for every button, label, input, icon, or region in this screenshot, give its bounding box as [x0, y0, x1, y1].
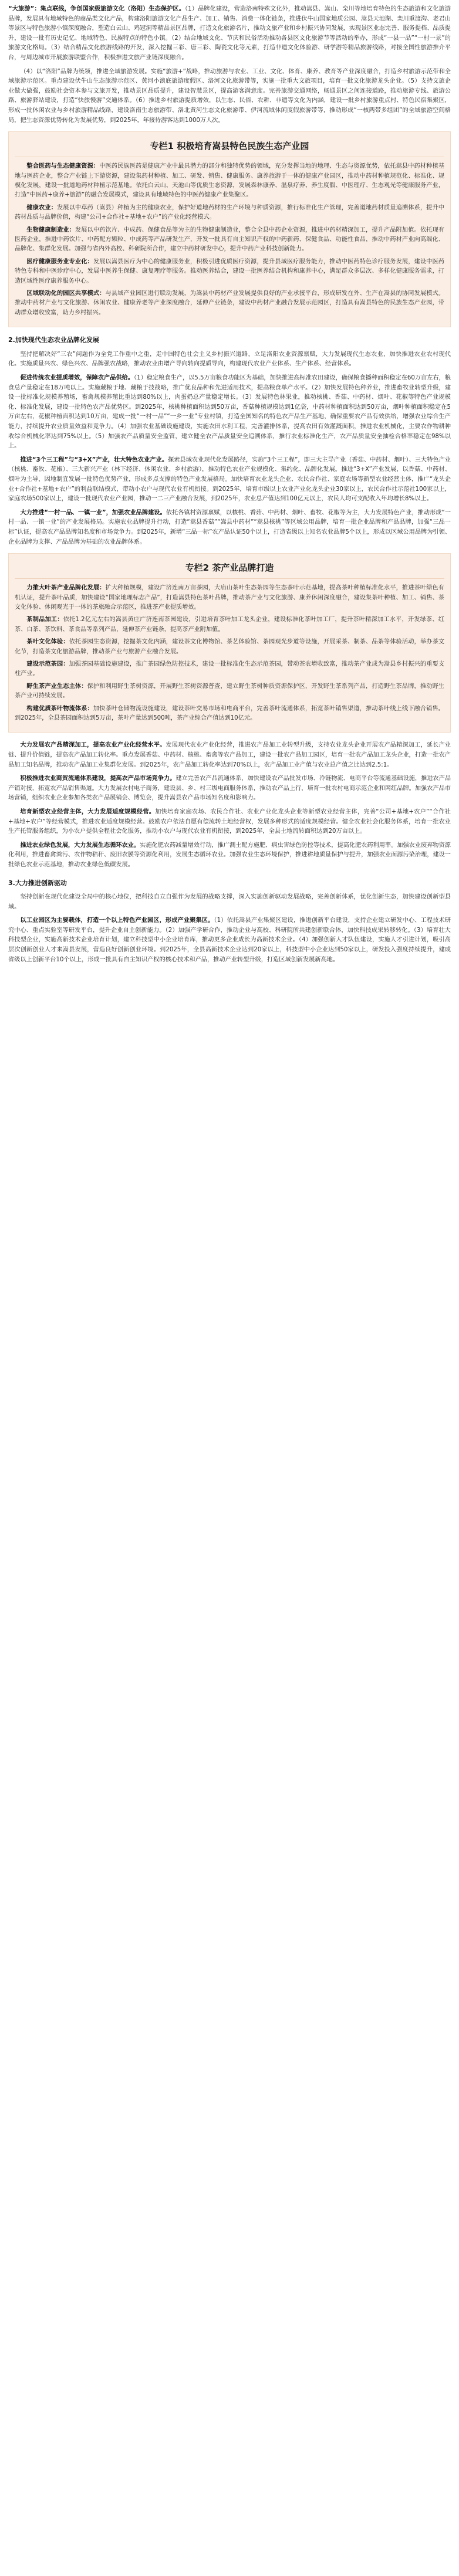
box2-text-3: 依托茶园生态资源，挖掘茶文化内涵，建设茶文化博物馆、茶艺体验馆、茶园观光步道等设施，开展采茶、制茶、品茶等体验活动，举办茶文化节，打造茶文化旅游品牌，推动茶产业与旅游产业融合发展。 — [15, 639, 445, 655]
section2-heading-2: 促进传统农业提质增效，保障农产品供给。 — [20, 375, 134, 381]
document-page — [0, 0, 459, 965]
box2-lead-5: 野生茶产业生态主体： — [26, 683, 87, 690]
box2-paragraph-5 — [15, 682, 444, 701]
section-3-title: 3.大力推进创新驱动 — [8, 879, 67, 887]
intro-paragraph-1 — [8, 5, 451, 63]
box2-paragraph-1 — [15, 584, 444, 612]
intro-heading: “大旅游”：集点联线，争创国家级旅游文化（洛阳）生态保护区。 — [8, 6, 185, 12]
box1-paragraph-5 — [15, 289, 444, 318]
box2-paragraph-6 — [15, 704, 444, 724]
section2b-paragraph-4 — [8, 841, 451, 870]
section2b-heading-4: 推进农业绿色发展，大力发展生态循环农业。 — [20, 842, 140, 849]
section2-text-4: 依托各镇村资源禀赋，以核桃、香菇、中药材、烟叶、畜牧、花椒等为主，大力发展特色产业，推动形成“一村一品、一镇一业”的产业发展格局。实施农业品牌提升行动，打造“嵩县香菇”“嵩县中药材”“嵩县核桃”等区域公用品牌，培育一批企业品牌和产品品牌，加强“三品一标”认证，提高农产品品牌知名度和市场竞争力。到2025年，新增“三品一标”农产品认证50个以上，打造省级以上知名农业品牌5个以上，形成以区域公用品牌为引领、企业品牌为支撑、产品品牌为基础的农业品牌体系。 — [8, 509, 451, 545]
box1-paragraph-1 — [15, 162, 444, 201]
section2b-heading-1: 大力发展农产品精深加工，提高农业产业化经营水平。 — [20, 742, 166, 749]
section2b-paragraph-3 — [8, 808, 451, 837]
section3-text-2: （1）依托嵩县产业集聚区建设，推进创新平台建设，支持企业建立研发中心、工程技术研究中心、重点实验室等研发平台，提升企业自主创新能力。（2）加强产学研合作，推动企业与高校、科研院所共建创新联合体，加快科技成果转移转化。（3）培育壮大科技型企业，实施高新技术企业培育计划，建立科技型中小企业培育库，推动更多企业成长为高新技术企业。（4）加强创新人才队伍建设，实施人才引进计划，吸引高层次创新创业人才来嵩县发展，营造良好创新创业环境。到2025年，全县高新技术企业达到20家以上，科技型中小企业达到50家以上，研发投入强度持续提升，建成省级以上创新平台10个以上，形成一批具有自主知识产权的核心技术和产品，推动产业转型升级，打造区域创新发展新高地。 — [8, 917, 451, 963]
section2-paragraph-4 — [8, 509, 451, 547]
box2-paragraph-4 — [15, 660, 444, 679]
box1-paragraph-4 — [15, 257, 444, 286]
section2b-text-2: 建立完善农产品流通体系，加快建设农产品批发市场、冷链物流、电商平台等流通基础设施，推进农产品产销对接，拓宽农产品销售渠道。大力发展农村电子商务，建设县、乡、村三级电商服务体系，推动农产品上行，培育一批农村电商示范企业和网红品牌。加强农产品市场营销，组织农业企业参加各类农产品展销会、博览会，提升嵩县农产品市场知名度和影响力。 — [8, 775, 451, 802]
box1-lead-2: 健康农业： — [26, 204, 57, 211]
box2-lead-3: 茶叶文化体验： — [26, 639, 69, 646]
box1-paragraph-3 — [15, 226, 444, 255]
box1-lead-5: 区域联动化的园区共享模式： — [26, 290, 106, 297]
section2-paragraph-2 — [8, 374, 451, 452]
box1-text-2: 发展以中草药（嵩县）种植为主的健康农业，保护好道地药材的生产环境与种质资源，推行标准化生产管理，完善道地药材质量追溯体系，提升中药材品质与品牌价值，构建“公司+合作社+基地+农户”的产业化经营模式。 — [15, 204, 444, 221]
box2-paragraph-3 — [15, 638, 444, 657]
column-box-2 — [8, 553, 451, 733]
section2-heading-4: 大力推进“一村一品、一镇一业”，加强农业品牌建设。 — [20, 509, 166, 516]
section2b-heading-2: 积极推进农业商贸流通体系建设，提高农产品市场竞争力。 — [20, 775, 176, 782]
column-box-1 — [8, 131, 451, 327]
box2-text-1: 扩大种植规模，建设广济连南万亩茶园，大庙山茶叶生态茶园等生态茶叶示范基地，提高茶叶种植标准化水平，推进茶叶绿色有机认证，提升茶叶品质，加快建设“国家地理标志产品”，打造嵩县特色茶叶品牌，推动茶产业与文化旅游、康养休闲深度融合，建设集茶叶种植、加工、销售、茶文化体验、休闲观光于一体的茶旅融合示范区，推进茶产业提质增效。 — [15, 585, 445, 611]
box1-lead-3: 生物健康制造业： — [26, 226, 75, 233]
section2-paragraph-3 — [8, 456, 451, 504]
section2b-text-4: 实施化肥农药减量增效行动，推广测土配方施肥、病虫害绿色防控等技术，提高化肥农药利用率。加强农业废弃物资源化利用，推进畜禽粪污、农作物秸秆、废旧农膜等资源化利用，发展生态循环农业。加强农业生态环境保护，推进耕地质量保护与提升，加强农业面源污染治理，建设一批绿色农业示范基地，推动农业绿色低碳发展。 — [8, 842, 451, 868]
box2-lead-4: 建设示范茶园： — [26, 660, 69, 667]
box1-lead-4: 医疗健康服务业专业化： — [26, 258, 93, 265]
section2-text-2: （1）稳定粮食生产，以5.5万亩粮食功能区为基础，加快推进高标准农田建设，确保粮食播种面积稳定在60万亩左右，粮食总产量稳定在18万吨以上。实施藏粮于地、藏粮于技战略，推广优良品种和先进适用技术，提高粮食单产水平。（2）加快发展特色种养业，推进畜牧业转型升级，建设一批标准化规模养殖场，畜禽规模养殖比重达到80%以上，肉蛋奶总产量稳定增长。（3）发展特色林果业，推动核桃、香菇、中药材、烟叶、花椒等特色产业规模化、标准化发展，建设一批特色农产品优势区。到2025年，核桃种植面积达到50万亩，香菇种植规模达到1亿袋，中药材种植面积达到50万亩，烟叶种植面积稳定在5万亩左右，花椒种植面积达到10万亩，建成一批“一村一品”“一乡一业”专业村镇，打造全国知名的特色农产品生产基地，确保重要农产品有效供给，增强农业综合生产能力，持续提升农业质量效益和竞争力。（4）加强农业基础设施建设，实施农田水利工程，完善灌排体系，提高农田有效灌溉面积，推进农业机械化，主要农作物耕种收综合机械化率达到75%以上。（5）加强农产品质量安全监管，建立健全农产品质量安全追溯体系，推行农业标准化生产，农产品质量安全抽检合格率稳定在98%以上。 — [8, 375, 451, 450]
box1-text-5: 与县域产业园区进行联动发展，为嵩县中药材产业发展提供良好的产业承接平台，形成研发在外、生产在嵩县的协同发展模式。推动中药材产业与文化旅游、休闲农业、健康养老等产业深度融合，延伸产业链条，建设中药材产业融合发展示范园区，打造具有嵩县特色的民族生态产业园，带动群众增收致富，助力乡村振兴。 — [15, 290, 445, 316]
section2-paragraph-1: 坚持把解决好“三农”问题作为全党工作重中之重，走中国特色社会主义乡村振兴道路，立足洛阳农业资源禀赋，大力发展现代生态农业，加快推进农业农村现代化。实施质量兴农、绿色兴农、品牌强农战略，推动农业由增产导向转向提质导向，构建现代农业产业体系、生产体系、经营体系。 — [8, 351, 451, 368]
column-box-2-title: 专栏2 茶产业品牌打造 — [15, 557, 444, 579]
section2b-paragraph-2 — [8, 774, 451, 804]
section2b-heading-3: 培育新型农业经营主体，大力发展适度规模经营。 — [20, 808, 156, 815]
box2-text-4: 加强茶园基础设施建设，推广茶园绿色防控技术，建设一批标准化生态示范茶园，带动茶农增收致富，推动茶产业成为嵩县乡村振兴的重要支柱产业。 — [15, 660, 445, 677]
box1-text-1: 中医药民族医药是健康产业中最具潜力的部分和独特优势的领域，充分发挥当地的地理、生态与资源优势，依托嵩县中药材种植基地与医药企业，整合产业链上下游资源，建设集药材种植、加工、研发、销售、健康服务、康养旅游于一体的健康产业园区，推动中药材种植规范化、标准化、规模化发展，建设一批道地药材种植示范基地。依托白云山、天池山等优质生态资源，发展森林康养、温泉疗养、养生度假、中医理疗、生态观光等健康服务产业，打造“中医药+康养+旅游”的融合发展模式，建设具有地域特色的中医药健康产业集聚区。 — [15, 163, 444, 199]
intro-paragraph-2: （4）以“洛阳”品牌为统领，推进全域旅游发展。实施“旅游+”战略，推动旅游与农业、工业、文化、体育、康养、教育等产业深度融合，打造乡村旅游示范带和全域旅游示范区。重点建设伏牛山生态旅游示范区、黄河小浪底旅游度假区、洛河文化旅游带等，实施一批重大文旅项目，培育一批文化旅游龙头企业。（5）支持文旅企业做大做强，鼓励社会资本参与文旅开发，推动景区品质提升，建设智慧景区，提高游客满意度。完善旅游交通网络，畅通景区之间连接道路，推动旅游专线、旅游公路、旅游驿站建设，打造“快旅慢游”交通体系。（6）推进乡村旅游提质增效，以生态、民俗、农耕、非遗等文化为内涵，建设一批乡村旅游重点村、特色民宿集聚区，形成一批休闲农业与乡村旅游精品线路，建设洛南生态旅游带、洛北黄河生态文化旅游带、伊河流域休闲度假旅游带等，推动形成“一核两带多组团”的全域旅游空间格局，把生态资源优势转化为发展优势，到2025年，年接待游客达到1000万人次。 — [8, 68, 451, 124]
box2-text-5: 保护和利用野生茶树资源，开展野生茶树资源普查，建立野生茶树种质资源保护区，开发野生茶系列产品，打造野生茶品牌，推动野生茶产业可持续发展。 — [15, 683, 444, 700]
box2-lead-2: 茶制品加工： — [26, 616, 63, 623]
intro-paragraph-1-body: （1）品牌化建设，营造洛南特殊文化外，推动嵩县、嵩山、栾川等地培育特色的生态旅游和文化旅游品牌，发展具有地域特色的商品类文化产品，构建洛阳旅游文化产品生产、加工、销售、消费一体化链条，推进伏牛山国家地质公园、嵩县天池湖、栾川重渡沟、老君山等景区与特色旅游小镇深度融合，塑造白云山、鸡冠洞等精品景区品牌，打造文化旅游名片，推动文旅产业和乡村振兴协同发展，实现景区业态完善、服务提档、品质提升，建设一批有历史记忆、地域特色、民族特点的特色小镇。（2）结合地域文化、节庆和民俗活动推动各县区文化旅游节等活动的举办，形成“一县一品”“一村一景”的旅游文化格局。（3）结合精品文化旅游线路的开发，深入挖掘三彩、唐三彩、陶瓷文化等元素，打造非遗文化体验游、研学游等精品旅游线路，对接全国性旅游推介平台，与周边城市开展旅游联盟合作，积极推进文旅产业链深度融合。 — [8, 6, 451, 61]
box1-lead-1: 整合医药与生态健康资源： — [26, 163, 100, 170]
section3-heading-2: 以工业园区为主要载体，打造一个以上特色产业园区，形成产业聚集区。 — [20, 917, 214, 924]
box1-paragraph-2 — [15, 204, 444, 223]
box1-text-3: 发展以中药饮片、中成药、保健食品等为主的生物健康制造业，整合全县中药企业资源，推进中药材精深加工，提升产品附加值。依托现有医药企业，推进中药饮片、中药配方颗粒、中成药等产品研发生产，开发一批具有自主知识产权的中药新药、保健食品、功能性食品，推动中药材产业向高端化、品牌化、集群化发展。加强与省内外高校、科研院所合作，建立中药材研发中心，提升中药产业科技创新能力。 — [15, 226, 445, 253]
box2-paragraph-2 — [15, 615, 444, 635]
section2b-text-1: 发展现代农业产业化经营，推进农产品加工业转型升级，支持农业龙头企业开展农产品精深加工，延长产业链、提升价值链，提高农产品加工转化率。重点发展香菇、中药材、核桃、畜禽等农产品加工，建设一批农产品加工园区，培育一批农产品加工龙头企业，打造一批农产品加工知名品牌，推动农产品加工业集群化发展。到2025年，农产品加工转化率达到70%以上，农产品加工业产值与农业总产值之比达到2.5:1。 — [8, 742, 451, 768]
box2-lead-1: 力推大叶茶产业品牌化发展： — [26, 585, 106, 592]
section3-paragraph-1: 坚持创新在现代化建设全局中的核心地位，把科技自立自强作为发展的战略支撑，深入实施创新驱动发展战略，完善创新体系，优化创新生态，加快建设创新型县域。 — [8, 894, 451, 910]
box2-text-6: 加快茶叶仓储物流设施建设，建设茶叶交易市场和电商平台，完善茶叶流通体系，拓宽茶叶销售渠道，推动茶叶线上线下融合销售。到2025年，全县茶园面积达到5万亩，茶叶产量达到500吨，茶产业综合产值达到10亿元。 — [15, 705, 444, 721]
section2-text-3: 探索县域农业现代化发展路径，实施“3个三工程”，即三大主导产业（香菇、中药材、烟叶）、三大特色产业（核桃、畜牧、花椒）、三大新兴产业（林下经济、休闲农业、乡村旅游），推动特色农业产业规模化、集约化、品牌化发展。推进“3+X”产业发展，以香菇、中药材、烟叶为主导，因地制宜发展一批特色优势产业，形成多点支撑的特色产业发展格局。加快培育农业龙头企业、农民合作社、家庭农场等新型农业经营主体，推广“龙头企业+合作社+基地+农户”的利益联结模式，带动小农户与现代农业有机衔接。到2025年，培育市级以上农业产业化龙头企业30家以上，农民合作社示范社100家以上，家庭农场500家以上，建设一批现代农业产业园，推动一二三产业融合发展，到2025年，农业总产值达到100亿元以上，农民人均可支配收入年均增长8%以上。 — [8, 456, 451, 503]
box2-lead-6: 构建优质茶叶物流体系： — [26, 705, 93, 712]
section3-paragraph-2 — [8, 916, 451, 965]
box1-text-4: 发展以嵩县医疗为中心的健康服务业，积极引进优质医疗资源，提升县域医疗服务能力，推动中医药特色诊疗服务发展，建设中医药特色专科和中医诊疗中心，发展中医养生保健、康复理疗等服务。推动医养结合，建设一批医养结合机构和康养中心，满足群众多层次、多样化健康服务需求，打造区域性医疗康养服务中心。 — [15, 258, 444, 284]
column-box-1-title: 专栏1 积极培育嵩县特色民族生态产业园 — [15, 135, 444, 157]
box2-text-2: 依托1.2亿元左右的嵩县黄庄广济连南茶园建设，引进培育茶叶加工龙头企业，建设标准化茶叶加工厂，提升茶叶精深加工水平，开发绿茶、红茶、白茶、茶饮料、茶食品等系列产品，延伸茶产业链条，提高茶产业附加值。 — [15, 616, 444, 633]
section2b-text-3: 加快培育家庭农场、农民合作社、农业产业化龙头企业等新型农业经营主体，完善“公司+基地+农户”“合作社+基地+农户”等经营模式，推进农业适度规模经营。鼓励农户依法自愿有偿流转土地经营权，发展多种形式的适度规模经营。健全农业社会化服务体系，培育一批农业生产托管服务组织，为小农户提供全程社会化服务，推动小农户与现代农业有机衔接，到2025年，全县土地流转面积达到20万亩以上。 — [8, 808, 451, 835]
section-2-title: 2.加快现代生态农业品牌化发展 — [8, 336, 99, 344]
section2b-paragraph-1 — [8, 741, 451, 770]
section2-heading-3: 推进“3个三工程”与“3+X”产业，壮大特色农业产业。 — [20, 456, 168, 463]
